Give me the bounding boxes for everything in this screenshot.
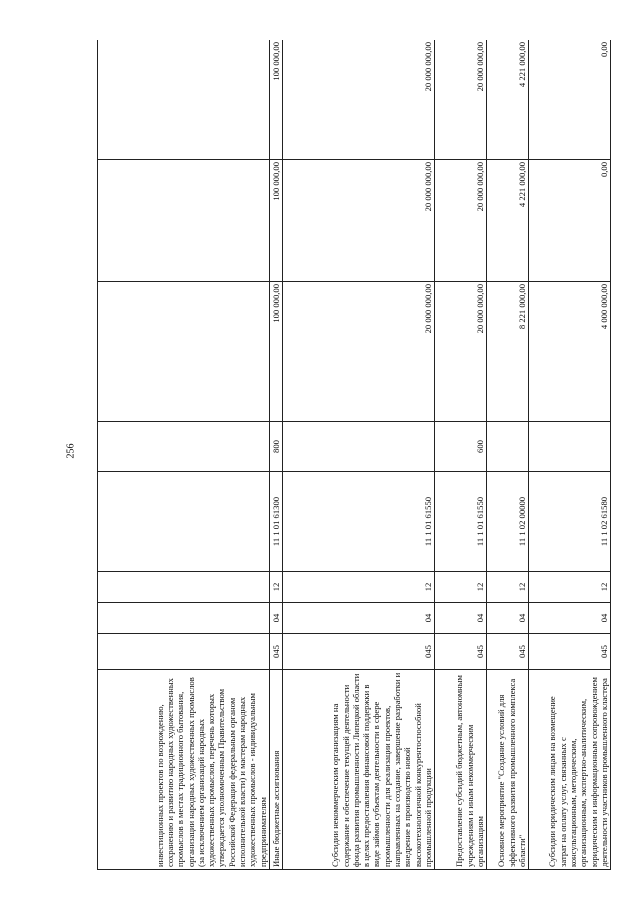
cell-csr: 11 1 01 61550 <box>435 472 487 572</box>
cell-v1: 4 000 000,00 <box>529 282 611 422</box>
cell-csr: 11 1 01 61550 <box>283 472 435 572</box>
cell-pr: 12 <box>270 572 283 603</box>
cell-rz: 04 <box>270 603 283 634</box>
cell-v1: 20 000 000,00 <box>435 282 487 422</box>
cell-vr <box>283 422 435 472</box>
budget-table <box>97 40 611 870</box>
cell-csr: 11 1 02 61580 <box>529 472 611 572</box>
cell-code <box>98 634 270 670</box>
cell-v2: 20 000 000,00 <box>435 160 487 282</box>
cell-v2 <box>98 160 270 282</box>
rotated-table-frame <box>97 40 617 870</box>
cell-pr: 12 <box>283 572 435 603</box>
page-number-text: 256 <box>65 443 77 459</box>
cell-v1: 100 000,00 <box>270 282 283 422</box>
cell-pr: 12 <box>529 572 611 603</box>
table-row <box>283 40 435 870</box>
table-body <box>98 40 611 870</box>
cell-v3: 20 000 000,00 <box>283 40 435 160</box>
cell-vr: 800 <box>270 422 283 472</box>
cell-code: 045 <box>270 634 283 670</box>
cell-rz <box>98 603 270 634</box>
table-row <box>98 40 270 870</box>
cell-csr: 11 1 02 00000 <box>487 472 529 572</box>
cell-vr: 600 <box>435 422 487 472</box>
cell-v1 <box>98 282 270 422</box>
cell-v3 <box>98 40 270 160</box>
cell-name: Предоставление субсидий бюджетным, автономным учреждениям и иным некоммерческим организациям <box>435 670 487 870</box>
cell-v1: 8 221 000,00 <box>487 282 529 422</box>
cell-name: Иные бюджетные ассигнования <box>270 670 283 870</box>
table-row <box>529 40 611 870</box>
table-row <box>270 40 283 870</box>
cell-code: 045 <box>529 634 611 670</box>
cell-vr <box>529 422 611 472</box>
cell-code: 045 <box>435 634 487 670</box>
cell-v3: 20 000 000,00 <box>435 40 487 160</box>
cell-v2: 0,00 <box>529 160 611 282</box>
budget-table-container <box>97 40 617 870</box>
cell-rz: 04 <box>487 603 529 634</box>
cell-v3: 0,00 <box>529 40 611 160</box>
cell-name: Основное мероприятие "Создание условий для эффективного развития промышленного комплекса области" <box>487 670 529 870</box>
cell-v2: 4 221 000,00 <box>487 160 529 282</box>
cell-v3: 4 221 000,00 <box>487 40 529 160</box>
cell-code: 045 <box>487 634 529 670</box>
cell-rz: 04 <box>435 603 487 634</box>
cell-code: 045 <box>283 634 435 670</box>
cell-v2: 100 000,00 <box>270 160 283 282</box>
table-row <box>435 40 487 870</box>
cell-name: инвестиционных проектов по возрождению, сохранению и развитию народных художественных промыслов в местах традиционного бытования, организации народных художественных промыслов (за исключением организаций народных художественных промыслов, перечень которых утверждается уполномоченным Правительством Российской Федерации федеральным органом исполнительной власти) и мастерам народных художественных промыслов - индивидуальным предпринимателям <box>98 670 270 870</box>
cell-pr <box>98 572 270 603</box>
cell-v3: 100 000,00 <box>270 40 283 160</box>
cell-pr: 12 <box>487 572 529 603</box>
cell-v2: 20 000 000,00 <box>283 160 435 282</box>
cell-name: Субсидии юридическим лицам на возмещение затрат на оплату услуг, связанных с консультационным, методическим, организационным, экспертно-аналитическим, юридическим и информационным сопровождением деятельности участников промышленного кластера <box>529 670 611 870</box>
cell-vr <box>487 422 529 472</box>
cell-csr: 11 1 01 61300 <box>270 472 283 572</box>
cell-name: Субсидии некоммерческим организациям на содержание и обеспечение текущей деятельности фонда развития промышленности Липецкой области в целях предоставления финансовой поддержки в виде займов субъектам деятельности в сфере промышленности для реализации проектов, направленных на создание, завершение разработки и внедрение в производство новой высокотехнологичной конкурентоспособной промышленной продукции <box>283 670 435 870</box>
cell-vr <box>98 422 270 472</box>
cell-rz: 04 <box>529 603 611 634</box>
table-row <box>487 40 529 870</box>
cell-v1: 20 000 000,00 <box>283 282 435 422</box>
cell-pr: 12 <box>435 572 487 603</box>
cell-rz: 04 <box>283 603 435 634</box>
cell-csr <box>98 472 270 572</box>
